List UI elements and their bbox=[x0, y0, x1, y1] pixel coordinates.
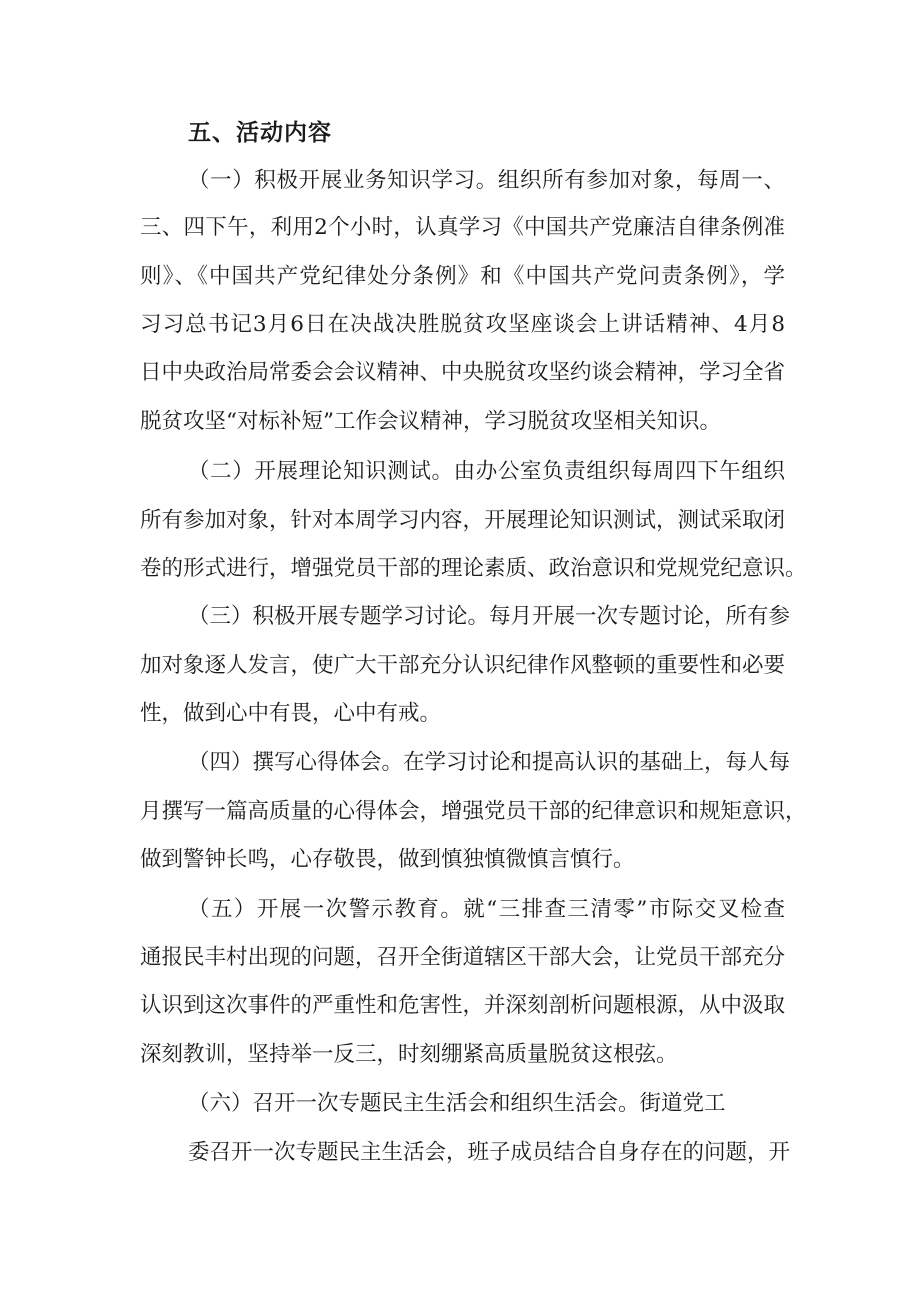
paragraph-line: 委召开一次专题民主生活会，班子成员结合自身存在的问题，开 bbox=[188, 1140, 791, 1165]
paragraph-line: 认识到这次事件的严重性和危害性，并深刻剖析问题根源，从中汲取 bbox=[140, 993, 786, 1018]
paragraph-line: （六）召开一次专题民主生活会和组织生活会。街道党工 bbox=[188, 1091, 726, 1116]
paragraph-line: 做到警钟长鸣，心存敬畏，做到慎独慎微慎言慎行。 bbox=[140, 847, 635, 872]
paragraph-line: 脱贫攻坚“对标补短”工作会议精神，学习脱贫攻坚相关知识。 bbox=[140, 409, 721, 434]
paragraph-line: （一）积极开展业务知识学习。组织所有参加对象，每周一、 bbox=[188, 168, 785, 193]
paragraph-line: （二）开展理论知识测试。由办公室负责组织每周四下午组织 bbox=[188, 459, 785, 484]
paragraph-line: 则》、《中国共产党纪律处分条例》和《中国共产党问责条例》，学 bbox=[140, 264, 785, 289]
paragraph-line: 深刻教训，坚持举一反三，时刻绷紧高质量脱贫这根弦。 bbox=[140, 1042, 678, 1067]
paragraph-line: （三）积极开展专题学习讨论。每月开展一次专题讨论，所有参 bbox=[188, 604, 791, 629]
paragraph-line: 日中央政治局常委会会议精神、中央脱贫攻坚约谈会精神，学习全省 bbox=[140, 360, 786, 385]
paragraph-line: 所有参加对象，针对本周学习内容，开展理论知识测试，测试采取闭 bbox=[140, 508, 786, 533]
paragraph-line: 性，做到心中有畏，心中有戒。 bbox=[140, 701, 442, 726]
paragraph-line: 通报民丰村出现的问题，召开全街道辖区干部大会，让党员干部充分 bbox=[140, 945, 786, 970]
paragraph-line: 三、四下午，利用2个小时，认真学习《中国共产党廉洁自律条例准 bbox=[140, 215, 785, 240]
paragraph-line: （四）撰写心得体会。在学习讨论和提高认识的基础上，每人每 bbox=[188, 750, 791, 775]
paragraph-line: （五）开展一次警示教育。就“三排查三清零”市际交叉检查 bbox=[188, 897, 785, 922]
paragraph-line: 月撰写一篇高质量的心得体会，增强党员干部的纪律意识和规矩意识， bbox=[140, 799, 807, 824]
section-heading: 五、活动内容 bbox=[188, 120, 332, 146]
paragraph-line: 卷的形式进行，增强党员干部的理论素质、政治意识和党规党纪意识。 bbox=[140, 556, 807, 581]
paragraph-line: 习习总书记3月6日在决战决胜脱贫攻坚座谈会上讲话精神、4月8 bbox=[140, 312, 785, 337]
paragraph-line: 加对象逐人发言，使广大干部充分认识纪律作风整顿的重要性和必要 bbox=[140, 653, 786, 678]
